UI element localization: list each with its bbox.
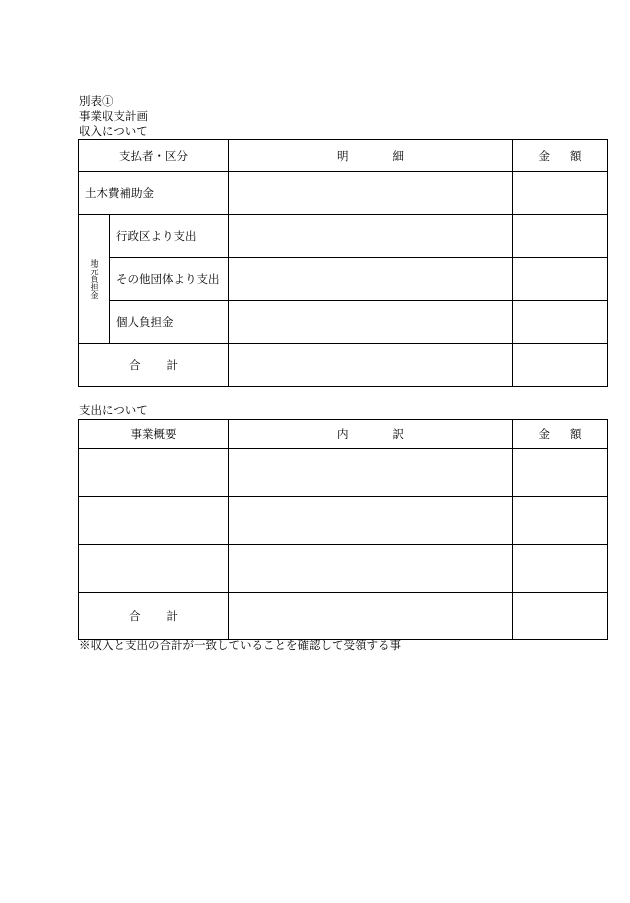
breakdown-header-char-2: 訳: [392, 427, 404, 441]
detail-header: [229, 140, 513, 172]
expense-row-1-amount-cell[interactable]: [513, 449, 608, 497]
income-total-char-1: 合: [129, 358, 141, 372]
expense-row-1-summary-cell[interactable]: [79, 449, 229, 497]
local-burden-label: 地元負担金: [90, 259, 99, 299]
local-row-2-label: その他団体より支出: [110, 258, 229, 301]
summary-header: 事業概要: [79, 420, 229, 449]
expense-row-3-amount-cell[interactable]: [513, 545, 608, 593]
income-total-row: [79, 344, 608, 387]
income-table: [78, 139, 608, 387]
expense-row-1: [79, 449, 608, 497]
expense-amount-char-2: 額: [570, 427, 582, 441]
local-row-3: [79, 301, 608, 344]
expense-total-char-2: 計: [166, 609, 178, 623]
subsidy-detail-cell[interactable]: [229, 172, 513, 215]
breakdown-header: [229, 420, 513, 449]
income-total-detail-cell[interactable]: [229, 344, 513, 387]
amount-header-char-2: 額: [570, 148, 582, 163]
local-row-1-amount-cell[interactable]: [513, 215, 608, 258]
confirmation-note: ※収入と支出の合計が一致していることを確認して受領する事: [79, 638, 401, 652]
amount-header: [513, 140, 608, 172]
expense-row-3-summary-cell[interactable]: [79, 545, 229, 593]
expense-section-title: 支出について: [79, 403, 148, 417]
detail-header-char-1: 明: [337, 148, 349, 163]
income-total-char-2: 計: [166, 358, 178, 372]
expense-row-2-amount-cell[interactable]: [513, 497, 608, 545]
income-total-label: [79, 344, 229, 387]
expense-total-row: [79, 593, 608, 640]
expense-total-char-1: 合: [129, 609, 141, 623]
local-row-2: [79, 258, 608, 301]
expense-row-2: [79, 497, 608, 545]
payer-header: 支払者・区分: [79, 140, 229, 172]
local-row-1: [79, 215, 608, 258]
breakdown-header-char-1: 内: [337, 427, 349, 441]
expense-row-2-summary-cell[interactable]: [79, 497, 229, 545]
appendix-label: 別表①: [79, 94, 114, 108]
expense-amount-header: [513, 420, 608, 449]
income-section-title: 収入について: [79, 124, 148, 138]
detail-header-char-2: 細: [392, 148, 404, 163]
amount-header-char-1: 金: [538, 148, 550, 163]
subsidy-row: [79, 172, 608, 215]
subsidy-label: 土木費補助金: [79, 172, 229, 215]
local-row-3-label: 個人負担金: [110, 301, 229, 344]
expense-row-2-breakdown-cell[interactable]: [229, 497, 513, 545]
local-row-3-amount-cell[interactable]: [513, 301, 608, 344]
expense-table: [78, 419, 608, 640]
expense-row-1-breakdown-cell[interactable]: [229, 449, 513, 497]
subsidy-amount-cell[interactable]: [513, 172, 608, 215]
expense-header-row: [79, 420, 608, 449]
local-burden-cell: [79, 215, 110, 344]
plan-title: 事業収支計画: [79, 109, 148, 123]
local-row-3-detail-cell[interactable]: [229, 301, 513, 344]
income-header-row: [79, 140, 608, 172]
expense-total-amount-cell[interactable]: [513, 593, 608, 640]
local-row-1-detail-cell[interactable]: [229, 215, 513, 258]
expense-row-3: [79, 545, 608, 593]
local-row-2-amount-cell[interactable]: [513, 258, 608, 301]
expense-total-breakdown-cell[interactable]: [229, 593, 513, 640]
expense-amount-char-1: 金: [538, 427, 550, 441]
local-row-1-label: 行政区より支出: [110, 215, 229, 258]
local-row-2-detail-cell[interactable]: [229, 258, 513, 301]
expense-row-3-breakdown-cell[interactable]: [229, 545, 513, 593]
income-total-amount-cell[interactable]: [513, 344, 608, 387]
expense-total-label: [79, 593, 229, 640]
